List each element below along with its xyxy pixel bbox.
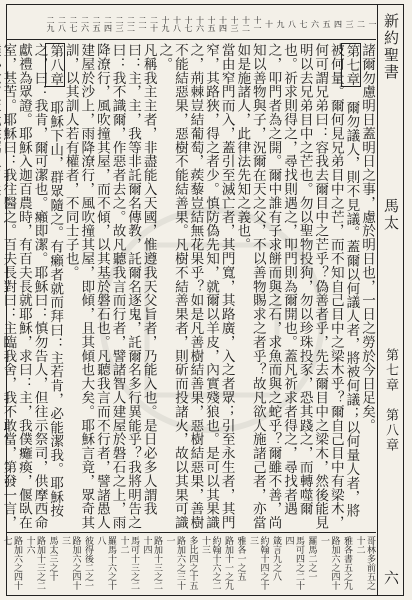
paragraph-text: 耶穌下山，群眾隨之。有癩者就而拜曰：主若肯，必能潔我。耶穌按之，曰：我肯，爾可潔也。癩即潔。耶穌曰：慎勿告人，但往示祭司，供摩西命獻禮為眾證。耶穌入迦百農時，有百夫長就耶穌，求曰：主，我僕癱瘓，偃臥在室，甚苦。耶穌曰：我往醫之。百夫長對曰：主臨我舍，我不敢當，第發一言， (0, 43, 64, 530)
verse-number: 十五 (207, 16, 216, 32)
verse-number: 二四 (103, 16, 113, 32)
cross-reference: 羅馬十六之十八 (95, 536, 116, 590)
verse-number: 二 (356, 20, 366, 28)
main-text-area (0, 5, 377, 595)
verse-number: 十八 (172, 16, 182, 32)
verse-number: 十九 (161, 16, 170, 32)
verse-number: 二九 (46, 16, 55, 32)
verse-number: 二一 (138, 16, 147, 32)
verse-number: 十 (264, 20, 274, 28)
cross-reference: 彼得後二之一 (83, 536, 93, 590)
cross-reference: 路加十三之二十四 (141, 536, 162, 590)
verse-number: 二七 (69, 16, 78, 32)
verse-number: 三 (345, 20, 354, 28)
verse-number: 四 (333, 20, 343, 28)
cross-reference: 雅各書五之九 (342, 536, 352, 590)
verse-number: 十七 (184, 16, 193, 32)
verse-number: 七 (299, 20, 308, 28)
paragraph (0, 43, 62, 531)
paragraph: 諸爾勿慮明日蓋明日之事，慮於明日也，一日之勞於今日足矣。 (359, 43, 375, 433)
cross-reference: 路加六之四十一 (319, 536, 340, 590)
page-header (377, 5, 403, 595)
paragraph: 凡稱我主主者，非盡能入天國，惟遵我天父旨者，乃能入也。是日必多人謂我曰：主，主，我等非託爾名傳教，託爾名逐鬼，託爾名多行異能乎？我將明告之曰：我不識爾，作惡者去之。故凡聽我言而行者，譬諸智人建屋於磐石之上，雨降潦行，風吹撞其屋，而不傾，以其基於磐石也。凡聽我言而不行者，譬諸愚人建屋於沙上，雨降潦行，風吹撞其屋，即傾，且其傾也大矣。耶穌言竟，眾奇其訓，以其訓人若有權者，不同士子也。 (62, 43, 157, 530)
cross-reference: 馬太三之十 (47, 536, 58, 581)
cross-reference: 羅馬二之一 (306, 536, 317, 581)
cross-reference: 約翰十四之十三 (248, 536, 269, 590)
paragraph: 當由窄門而入，蓋引至滅亡者，其門寬，其路廣，入之者眾；引至永生者，其門窄，其路狹，得之者少。慎防偽先知，就爾以羊皮，內實殘狼也。是可以其果識之，荊棘豈結葡萄，蒺藜豈結無花果乎？如是凡善樹結善果，惡樹結惡果，善樹不能結惡果，惡樹不能結善果。凡樹不結善果者，則斫而投諸火，故以其果可識之。 (156, 43, 235, 530)
verse-number: 十六 (195, 16, 205, 32)
cross-reference: 馬可四之二十四 (283, 536, 304, 590)
chapter-range: 第七章 第八章 (383, 348, 398, 454)
verse-number: 十四 (218, 16, 228, 32)
cross-reference: 路加十一之九 (223, 536, 233, 590)
cross-reference: 箴言九之八 (271, 536, 281, 581)
cross-reference: 哥林多前五之十二 (354, 536, 375, 590)
cross-reference: 路加六之四十七 (1, 536, 22, 590)
chapter-marker: 第八章 (47, 44, 64, 86)
verse-number-strip (7, 5, 376, 40)
verse-number: 十一 (253, 16, 262, 32)
verse-number: 二八 (57, 16, 67, 32)
verse-number: 九 (276, 20, 285, 28)
cross-reference: 路加六之三十一 (164, 536, 185, 590)
verse-number: 八 (287, 20, 297, 28)
cross-reference: 路加六之四十三 (60, 536, 81, 590)
verse-number: 二二 (126, 16, 136, 32)
paragraph-text: 爾勿議人，則不見議。蓋爾以何議人者，將被何議；以何量人者，將被何量。爾何見兄弟目中之芒，而不知自己目中之梁木乎？爾自己目中有梁木，何可謂兄弟曰：容我去爾目中之芒乎？偽善者乎，先去爾目中之梁木，然後能見明以去兄弟目中之芒也。勿以聖物投狗，勿以珍珠投豕，恐其踐之，而轉噬爾也。祈求則得之，尋找則遇之，叩門則為爾開也。蓋凡祈求者得之，尋找者遇之，叩門者為之開。爾中誰有子求餅而與之石，求魚而與之蛇乎？爾雖不善，尚知以善物與子，況爾在天之父，不以善物賜求之者乎？故凡欲人施諸己者，亦當如是施諸人，此律法先知之義也。 (234, 43, 360, 530)
verse-number: 六 (310, 20, 320, 28)
verse-number: 二五 (92, 16, 101, 32)
verse-number: 二三 (115, 16, 124, 32)
page-number: 六 (382, 569, 400, 587)
chapter-marker: 第七章 (343, 44, 360, 86)
verse-number: 一 (368, 20, 377, 28)
verse-number: 十二 (241, 16, 251, 32)
verse-number: 五 (322, 20, 331, 28)
paragraph (234, 43, 359, 531)
book-title: 新約聖書 (382, 13, 400, 81)
cross-reference: 雅各一之五 (235, 536, 246, 581)
cross-reference: 約翰十六之二十三 (200, 536, 221, 590)
verse-number: 二十 (149, 16, 159, 32)
gospel-name: 馬太 (382, 197, 400, 232)
cross-reference-notes (1, 532, 376, 595)
verse-number: 二六 (80, 16, 90, 32)
cross-reference: 馬可十三之二十二 (118, 536, 139, 590)
book-page (0, 4, 404, 596)
verse-number: 十三 (230, 16, 239, 32)
cross-reference: 多比四之十五 (187, 536, 198, 590)
scripture-text (0, 41, 376, 531)
cross-reference: 路加十三之二十六 (24, 536, 45, 590)
